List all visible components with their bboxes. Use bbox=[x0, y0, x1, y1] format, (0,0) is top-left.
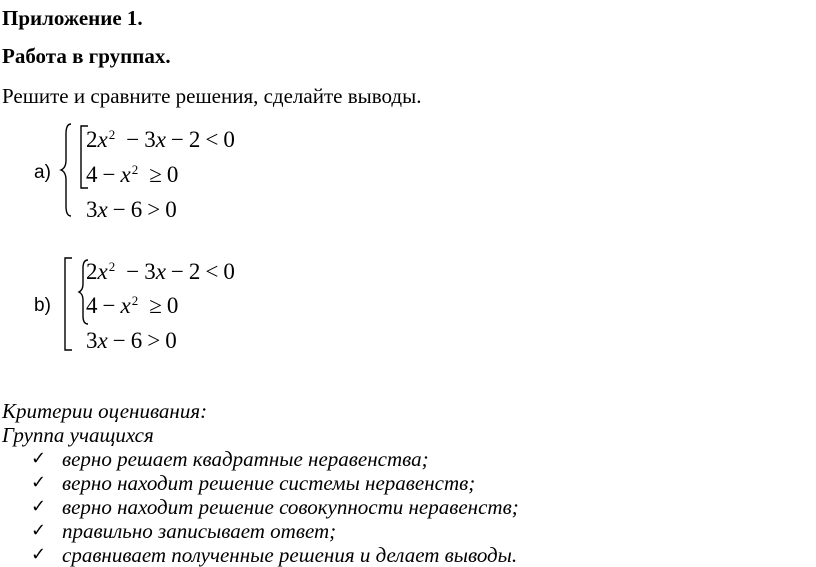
problem-a-row-2: $4 - x^2 \ge 0$ bbox=[86, 162, 179, 187]
problem-b-label: b) bbox=[34, 295, 51, 316]
checkmark-icon: ✓ bbox=[31, 448, 47, 469]
checkmark-icon: ✓ bbox=[31, 496, 47, 517]
checkmark-icon: ✓ bbox=[31, 544, 47, 565]
checkmark-icon: ✓ bbox=[31, 520, 47, 541]
criteria-item: верно решает квадратные неравенства; bbox=[62, 447, 429, 471]
task-instruction: Решите и сравните решения, сделайте выводы. bbox=[2, 84, 422, 108]
criteria-title: Критерии оценивания: bbox=[2, 399, 208, 423]
problem-a-row-1: $2x^2 - 3x - 2 < 0$ bbox=[86, 127, 235, 152]
page-title: Приложение 1. bbox=[2, 6, 143, 30]
brace-outer-a bbox=[61, 124, 71, 216]
bracket-outer-b bbox=[65, 258, 72, 350]
problem-b-row-1: $2x^2 - 3x - 2 < 0$ bbox=[86, 259, 235, 284]
problem-b-row-3: 3x − 6 > 0 bbox=[86, 328, 177, 353]
criteria-group: Группа учащихся bbox=[2, 423, 154, 447]
problem-b-row-2: $4 - x^2 \ge 0$ bbox=[86, 293, 179, 318]
problem-a-row-3: 3x − 6 > 0 bbox=[86, 197, 177, 222]
criteria-item: верно находит решение системы неравенств; bbox=[62, 471, 476, 495]
section-subtitle: Работа в группах. bbox=[2, 44, 171, 68]
criteria-item: верно находит решение совокупности неравенств; bbox=[62, 495, 519, 519]
problem-a-label: а) bbox=[34, 162, 51, 183]
criteria-item: сравнивает полученные решения и делает выводы. bbox=[62, 543, 518, 567]
checkmark-icon: ✓ bbox=[31, 472, 47, 493]
criteria-item: правильно записывает ответ; bbox=[62, 519, 337, 543]
